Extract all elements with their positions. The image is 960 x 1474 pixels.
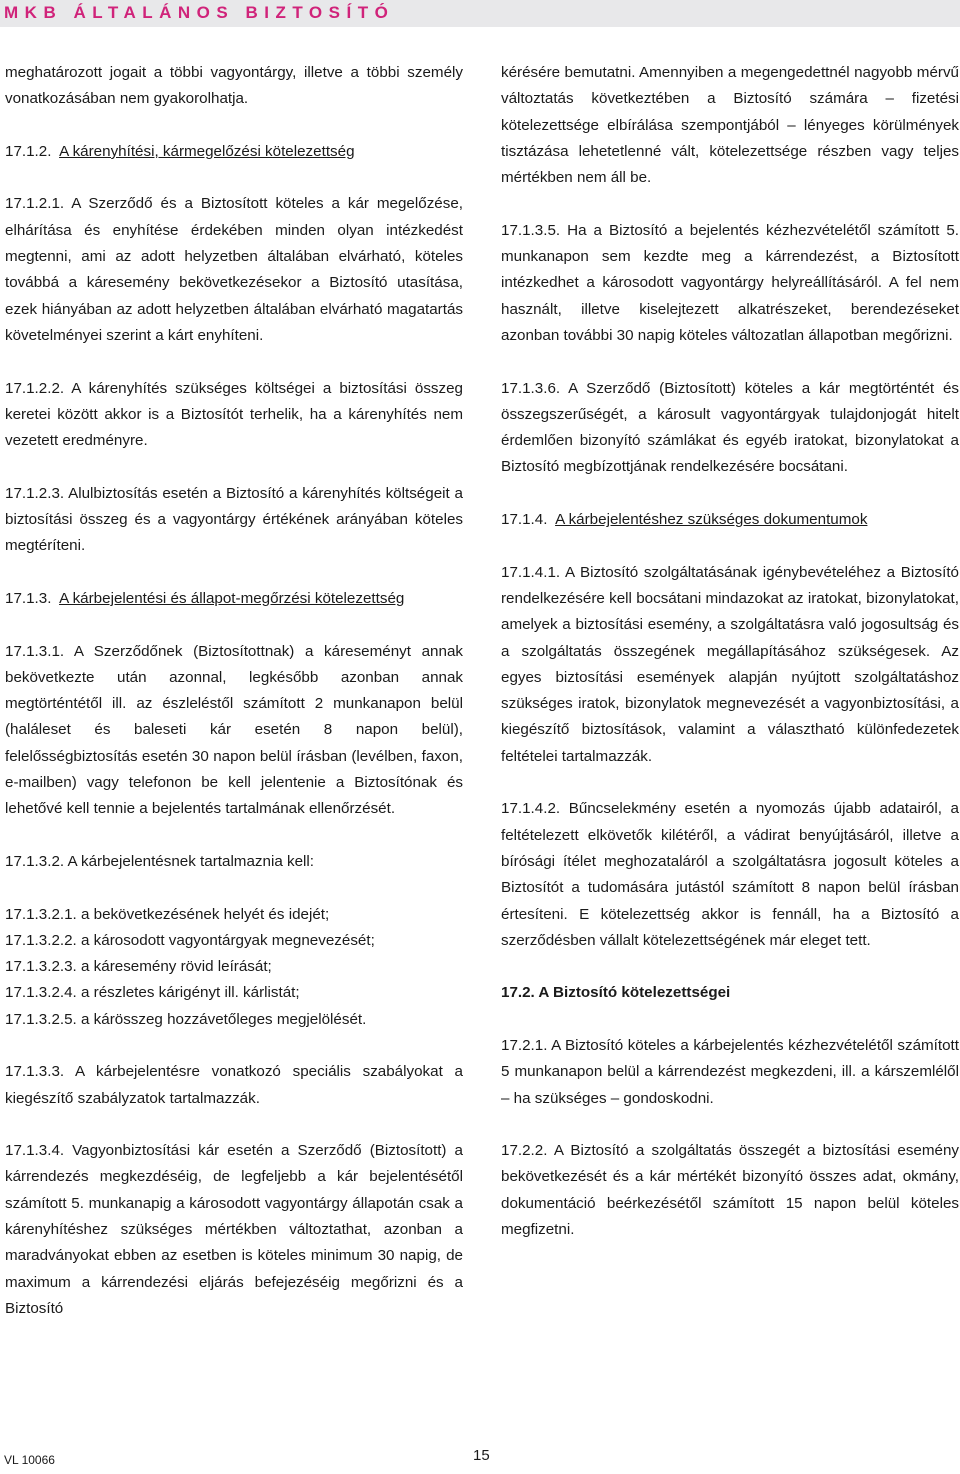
section-heading <box>5 139 463 165</box>
paragraph: 17.2.2. A Biztosító a szolgáltatás összegét a biztosítási esemény bekövetkezését és a kár mértékét bizonyító összes adat, okmány, dokumentáció beérkezésétől számított 15 napon belül köteles megfizetni. <box>501 1142 959 1239</box>
paragraph: 17.1.2.1. A Szerződő és a Biztosított köteles a kár megelőzése, elhárítása és enyhítése érdekében minden olyan intézkedést megtenni, ami az adott helyzetben általában elvárható, köteles továbbá a káresemény bekövetkezésekor a Biztosító utasítása, ezek hiányában az adott helyzetben általában elvárható magatartás követelményei szerint a kárt enyhíteni. <box>5 195 463 344</box>
paragraph: 17.1.3.1. A Szerződőnek (Biztosítottnak) a káreseményt annak bekövetkezte után azonnal, legkésőbb azonban annak megtörténtétől ill. az észleléstől számított 2 munkanapon belül (haláleset és baleseti kár esetén 8 napon belül), felelősségbiztosítás esetén 30 napon belül írásban (levélben, faxon, e-mailben) vagy telefonon be kell jelentenie a Biztosítónak és lehetővé kell tennie a bejelentés tartalmának ellenőrzését. <box>5 642 463 818</box>
page-number: 15 <box>473 1447 490 1464</box>
left-column <box>5 60 463 1322</box>
paragraph: meghatározott jogait a többi vagyontárgy, illetve a többi személy vonatkozásában nem gyakorolhatja. <box>5 64 463 108</box>
section-number: 17.1.3. <box>5 589 52 607</box>
section-title: A kárbejelentési és állapot-megőrzési kötelezettség <box>59 589 405 607</box>
paragraph: kérésére bemutatni. Amennyiben a megengedettnél nagyobb mérvű változtatás következtében a Biztosító számára – fizetési kötelezettsége elbírálása szempontjából – lényeges körülmények tisztázása lehetetlenné vált, kötelezettsége részben vagy teljes mértékben nem áll be. <box>501 64 959 187</box>
paragraph: 17.1.3.2. A kárbejelentésnek tartalmaznia kell: <box>5 852 314 870</box>
section-number: 17.1.2. <box>5 142 52 160</box>
header-bar <box>0 0 960 27</box>
paragraph: 17.1.3.6. A Szerződő (Biztosított) köteles a kár megtörténtét és összegszerűségét, a károsult vagyontárgyak tulajdonjogát hitelt érdemlően bizonyító számlákat és egyéb iratokat, bizonylatokat a Biztosító megbízottjának rendelkezésére bocsátani. <box>501 379 959 476</box>
section-title: A kárbejelentéshez szükséges dokumentumok <box>555 511 868 529</box>
list-item: 17.1.3.2.5. a kárösszeg hozzávetőleges megjelölését. <box>5 1010 367 1028</box>
document-header-title: MKB ÁLTALÁNOS BIZTOSÍTÓ <box>4 3 395 22</box>
list-item: 17.1.3.2.1. a bekövetkezésének helyét és idejét; <box>5 905 330 923</box>
section-number: 17.1.4. <box>501 511 548 529</box>
list-item: 17.1.3.2.3. a káresemény rövid leírását; <box>5 958 272 976</box>
paragraph: 17.1.2.3. Alulbiztosítás esetén a Biztosító a kárenyhítés költségeit a biztosítási összeg és a vagyontárgy értékének arányában köteles megtéríteni. <box>5 484 463 555</box>
paragraph: 17.1.4.1. A Biztosító szolgáltatásának igénybevételéhez a Biztosító rendelkezésére kell bocsátani mindazokat az iratokat, bizonylatokat, amelyek a biztosítási esemény, a szolgáltatásra való jogosultság és a szolgáltatás összegének megállapításához szükségesek. Az egyes biztosítási események alapján nyújtott szolgáltatáshoz szükséges iratok, bizonylatok megnevezését a vagyonbiztosítási, a kiegészítő biztosítások, valamint a választható különfedezetek feltételei tartalmazzák. <box>501 563 959 765</box>
section-heading <box>501 507 959 533</box>
list-item: 17.1.3.2.4. a részletes kárigényt ill. kárlistát; <box>5 984 300 1002</box>
paragraph: 17.1.4.2. Bűncselekmény esetén a nyomozás újabb adatairól, a feltételezett elkövetők kilétéről, a vádirat benyújtásáról, illetve a bírósági ítélet meghozataláról a szolgáltatásra jogosult köteles a Biztosítót a tudomására jutástól számított 8 napon belül írásban értesíteni. E kötelezettség akkor is fennáll, ha a Biztosító a szerződésben vállalt kötelezettségének már eleget tett. <box>501 800 959 949</box>
paragraph: 17.1.2.2. A kárenyhítés szükséges költségei a biztosítási összeg keretei között akkor is a Biztosítót terhelik, ha a kárenyhítés nem vezetett eredményre. <box>5 379 463 450</box>
paragraph: 17.1.3.3. A kárbejelentésre vonatkozó speciális szabályokat a kiegészítő szabályzatok tartalmazzák. <box>5 1063 463 1107</box>
right-column <box>501 60 959 1243</box>
document-code: VL 10066 <box>4 1453 55 1467</box>
paragraph: 17.2.1. A Biztosító köteles a kárbejelentés kézhezvételétől számított 5 munkanapon belül a kárrendezést megkezdeni, ill. a kárszemlélől – ha szükséges – gondoskodni. <box>501 1036 959 1107</box>
chapter-heading: 17.2. A Biztosító kötelezettségei <box>501 984 731 1002</box>
list-item: 17.1.3.2.2. a károsodott vagyontárgyak megnevezését; <box>5 931 375 949</box>
paragraph: 17.1.3.4. Vagyonbiztosítási kár esetén a Szerződő (Biztosított) a kárrendezés megkezdéséig, de legfeljebb a kár bejelentésétől számított 5. munkanapig a károsodott vagyontárgy állapotán csak a kárenyhítéshez szükséges mértékben változtathat, azonban a maradványokat ebben az esetben is köteles minimum 30 napig, de maximum a kárrendezési eljárás befejezéséig megőrizni és a Biztosító <box>5 1142 463 1317</box>
section-heading <box>5 586 463 612</box>
section-title: A kárenyhítési, kármegelőzési kötelezettség <box>59 142 355 160</box>
paragraph: 17.1.3.5. Ha a Biztosító a bejelentés kézhezvételétől számított 5. munkanapon sem kezdte meg a kárrendezést, a Biztosított intézkedhet a károsodott vagyontárgy helyreállításáról. A fel nem használt, illetve kiselejtezett alkatrészeket, berendezéseket azonban további 30 napig köteles változatlan állapotban megőrizni. <box>501 221 959 344</box>
